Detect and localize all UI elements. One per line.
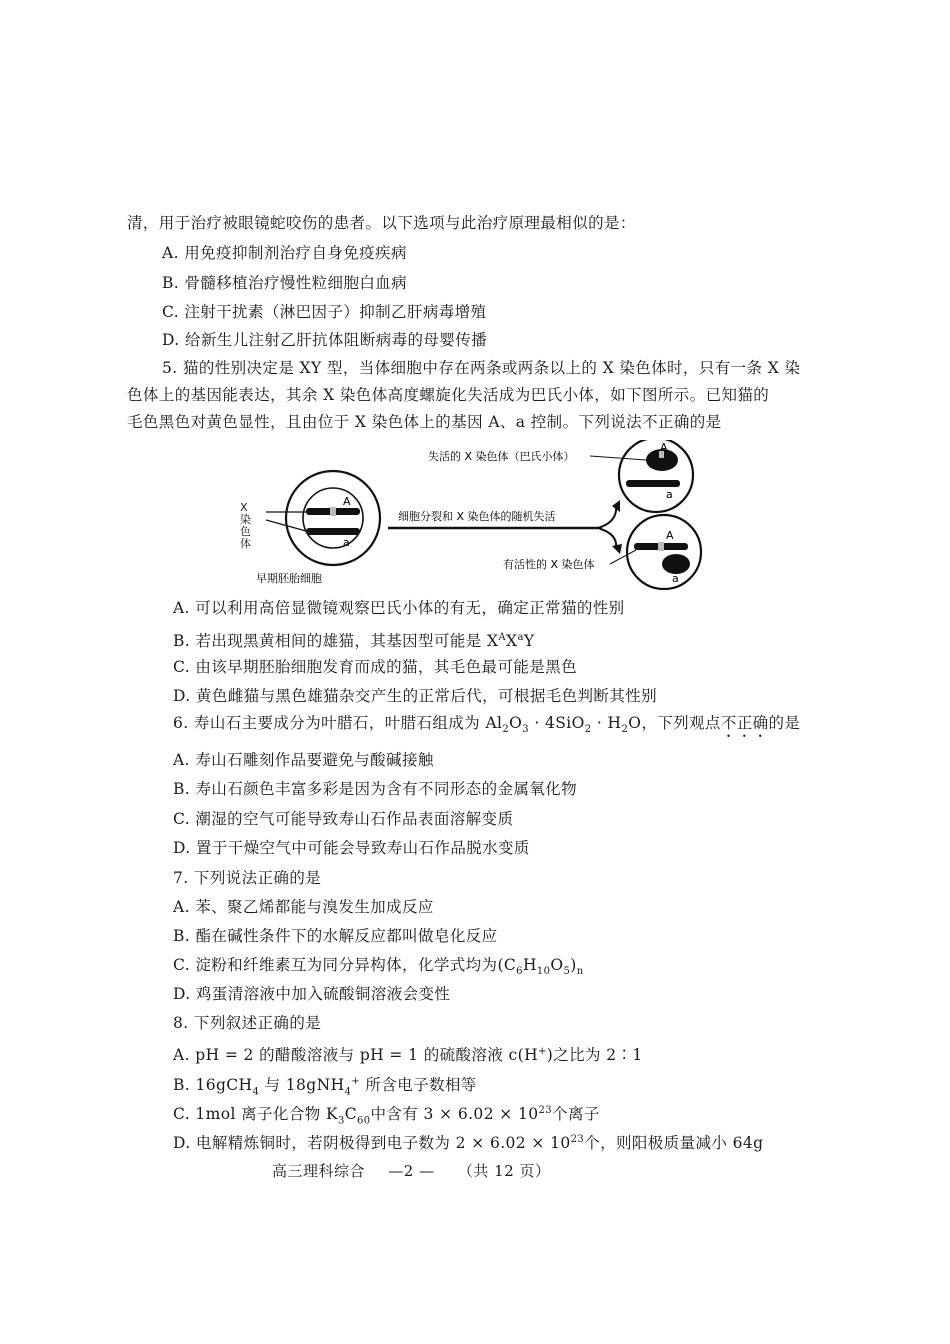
q5-stem-line3: 毛色黑色对黄色显性，且由位于 X 染色体上的基因 A、a 控制。下列说法不正确的是	[127, 413, 722, 431]
q5-option-c: C. 由该早期胚胎细胞发育而成的猫，其毛色最可能是黑色	[173, 658, 577, 676]
upper-active-x	[626, 480, 680, 487]
page-footer	[272, 1160, 551, 1181]
q5-stem-line1: 5. 猫的性别决定是 XY 型，当体细胞中存在两条或两条以上的 X 染色体时，只有一条 X 染	[162, 359, 801, 377]
footer-page-number: —2 —	[388, 1162, 435, 1180]
inactive-x-label: 失活的 X 染色体（巴氏小体）	[428, 450, 575, 463]
q7-option-a: A. 苯、聚乙烯都能与溴发生加成反应	[173, 898, 434, 916]
footer-total-pages: （共 12 页）	[457, 1162, 551, 1180]
arrow-head-down	[612, 544, 622, 554]
allele-A-label: A	[343, 495, 351, 508]
diagram-svg	[248, 440, 708, 590]
q4-option-a: A. 用免疫抑制剂治疗自身免疫疾病	[162, 244, 407, 262]
upper-allele-A: A	[660, 441, 668, 454]
barr-body-diagram	[240, 440, 708, 590]
q8-option-c: C. 1mol 离子化合物 $K_3C_{60}$中含有 $3 \times 6.02 \times 10^{23}$个离子	[173, 1105, 600, 1127]
q5-option-d: D. 黄色雌猫与黑色雄猫杂交产生的正常后代，可根据毛色判断其性别	[173, 687, 658, 705]
lower-allele-marker	[658, 542, 664, 551]
lower-allele-A: A	[666, 529, 674, 542]
active-x-label: 有活性的 X 染色体	[503, 558, 595, 571]
early-cell-nucleus	[303, 488, 363, 548]
division-arrow-down	[598, 528, 616, 548]
q5-stem-line2: 色体上的基因能表达，其余 X 染色体高度螺旋化失活成为巴氏小体，如下图所示。已知猫的	[127, 386, 770, 404]
q6-option-c: C. 潮湿的空气可能导致寿山石作品表面溶解变质	[173, 810, 514, 828]
x-chromosome-2	[306, 528, 360, 535]
q6-option-d: D. 置于干燥空气中可能会导致寿山石作品脱水变质	[173, 839, 530, 857]
q6-option-b: B. 寿山石颜色丰富多彩是因为含有不同形态的金属氧化物	[173, 780, 578, 798]
lower-barr-body	[662, 554, 690, 574]
q4-stem-end: 清，用于治疗被眼镜蛇咬伤的患者。以下选项与此治疗原理最相似的是：	[127, 214, 636, 232]
q6-stem: 6. 寿山石主要成分为叶腊石，叶腊石组成为 $Al_2O_3 \cdot 4SiO_2 \cdot H_2O$，下列观点不正确的是	[173, 714, 801, 736]
daughter-cell-lower	[627, 515, 701, 589]
footer-subject: 高三理科综合	[272, 1162, 366, 1180]
early-cell-label: 早期胚胎细胞	[256, 572, 322, 585]
q6-emphasis: 不正确	[720, 714, 769, 732]
q8-option-a: A. pH = 2 的醋酸溶液与 pH = 1 的硫酸溶液 c(H+)之比为 2∶1	[173, 1046, 643, 1065]
early-embryo-cell	[286, 471, 380, 565]
q8-stem: 8. 下列叙述正确的是	[173, 1014, 322, 1032]
inactive-label-pointer	[590, 456, 646, 460]
allele-a-label: a	[343, 536, 350, 549]
q4-option-b: B. 骨髓移植治疗慢性粒细胞白血病	[162, 274, 408, 292]
q7-stem: 7. 下列说法正确的是	[173, 869, 322, 887]
q4-option-c: C. 注射干扰素（淋巴因子）抑制乙肝病毒增殖	[162, 303, 487, 321]
active-label-pointer	[610, 550, 636, 564]
q4-option-d: D. 给新生儿注射乙肝抗体阻断病毒的母婴传播	[162, 331, 488, 349]
q8-option-b: B. 16gCH$_4$ 与 18gNH$_4$+ 所含电子数相等	[173, 1076, 477, 1098]
arrow-label: 细胞分裂和 X 染色体的随机失活	[398, 510, 556, 523]
x-chromosome-vertical-label: X染色体	[240, 501, 251, 550]
q6-option-a: A. 寿山石雕刻作品要避免与酸碱接触	[173, 751, 434, 769]
q7-option-c: C. 淀粉和纤维素互为同分异构体，化学式均为$(C_6H_{10}O_5)_n$	[173, 956, 584, 978]
q8-option-d: D. 电解精炼铜时，若阴极得到电子数为 $2 \times 6.02 \times 10^{23}$个，则阳极质量减小 64g	[173, 1134, 764, 1153]
allele-marker-A	[330, 507, 336, 516]
q5-option-b: B. 若出现黑黄相间的雄猫，其基因型可能是 $X^AX^aY$	[173, 632, 535, 651]
q7-option-b: B. 酯在碱性条件下的水解反应都叫做皂化反应	[173, 927, 498, 945]
q7-option-d: D. 鸡蛋清溶液中加入硫酸铜溶液会变性	[173, 985, 451, 1003]
upper-allele-a: a	[666, 488, 673, 501]
q5-option-a: A. 可以利用高倍显微镜观察巴氏小体的有无，确定正常猫的性别	[173, 599, 625, 617]
division-arrow-up	[598, 505, 616, 528]
lower-allele-a: a	[672, 572, 679, 585]
